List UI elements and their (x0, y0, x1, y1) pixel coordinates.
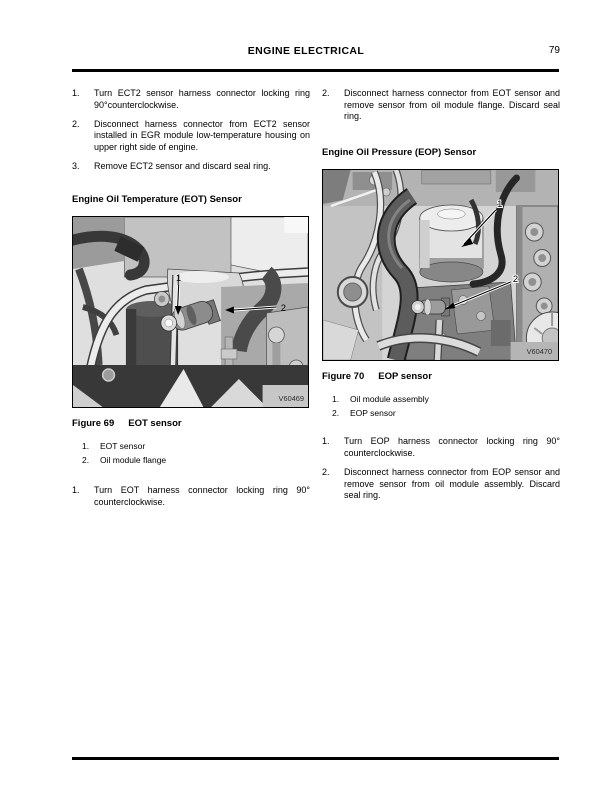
procedure-step (322, 467, 560, 502)
image-code-v60470: V60470 (526, 346, 553, 356)
procedure-step (322, 436, 560, 459)
figure-title: EOT sensor (128, 417, 182, 429)
step-text: Turn EOP harness connector locking ring 90° counterclockwise. (344, 436, 560, 458)
step-number: 2. (72, 118, 80, 129)
step-text: Turn ECT2 sensor harness connector locking ring 90°counterclockwise. (94, 88, 310, 110)
step-text: Disconnect harness connector from EOP sensor and remove sensor from oil module assembly. Discard seal ring. (344, 467, 560, 501)
procedure-step (72, 485, 310, 508)
step-number: 2. (322, 467, 330, 478)
step-number: 2. (322, 88, 330, 98)
eop-sensor-illustration (323, 170, 558, 360)
figure-70-caption (322, 371, 560, 383)
legend-item (82, 454, 310, 468)
callout-1-label: 1 (497, 198, 503, 210)
legend-label: Oil module flange (100, 454, 167, 465)
procedure-step (72, 119, 310, 154)
figure-title: EOP sensor (378, 370, 432, 382)
legend-label: EOT sensor (100, 441, 146, 452)
legend-item (332, 393, 560, 407)
legend-label: EOP sensor (350, 407, 396, 418)
callout-2-label: 2 (280, 302, 286, 314)
figure-69-legend (72, 440, 310, 467)
image-code-v60469: V60469 (278, 393, 305, 403)
legend-number: 1. (332, 394, 340, 405)
figure-label: Figure 69 (72, 417, 115, 429)
eot-procedure-steps (72, 485, 310, 508)
section-heading-eop: Engine Oil Pressure (EOP) Sensor (322, 146, 477, 158)
eot-sensor-illustration (73, 217, 308, 407)
step-text: Remove ECT2 sensor and discard seal ring. (94, 160, 271, 171)
left-column (72, 88, 310, 516)
footer-rule (72, 757, 559, 760)
procedure-step (322, 88, 560, 123)
figure-69-image (72, 216, 309, 408)
legend-number: 2. (82, 454, 90, 465)
eop-procedure-steps (322, 436, 560, 501)
page-number: 79 (548, 45, 560, 56)
step-text: Disconnect harness connector from EOT sensor and remove sensor from oil module flange. Discard seal ring. (344, 88, 560, 122)
section-heading-eot: Engine Oil Temperature (EOT) Sensor (72, 193, 242, 205)
legend-number: 2. (332, 407, 340, 418)
step-number: 1. (72, 88, 80, 98)
legend-number: 1. (82, 441, 90, 452)
step-number: 1. (322, 436, 330, 447)
figure-70-image (322, 169, 559, 361)
callout-1-label: 1 (176, 272, 182, 284)
legend-label: Oil module assembly (350, 394, 429, 405)
header-rule (72, 69, 559, 72)
procedure-step (72, 161, 310, 173)
figure-70-legend (322, 393, 560, 420)
callout-2-label: 2 (512, 273, 519, 285)
step-text: Disconnect harness connector from ECT2 sensor installed in EGR module low-temperature housing on upper right side of engine. (94, 118, 310, 152)
page-title: ENGINE ELECTRICAL (247, 45, 365, 57)
legend-item (82, 440, 310, 454)
step-text: Turn EOT harness connector locking ring 90° counterclockwise. (94, 485, 310, 507)
figure-label: Figure 70 (322, 370, 365, 382)
legend-item (332, 407, 560, 421)
procedure-step (72, 88, 310, 111)
step-number: 1. (72, 485, 80, 496)
right-column (322, 88, 560, 509)
step-number: 3. (72, 160, 80, 171)
figure-69-caption (72, 418, 310, 430)
